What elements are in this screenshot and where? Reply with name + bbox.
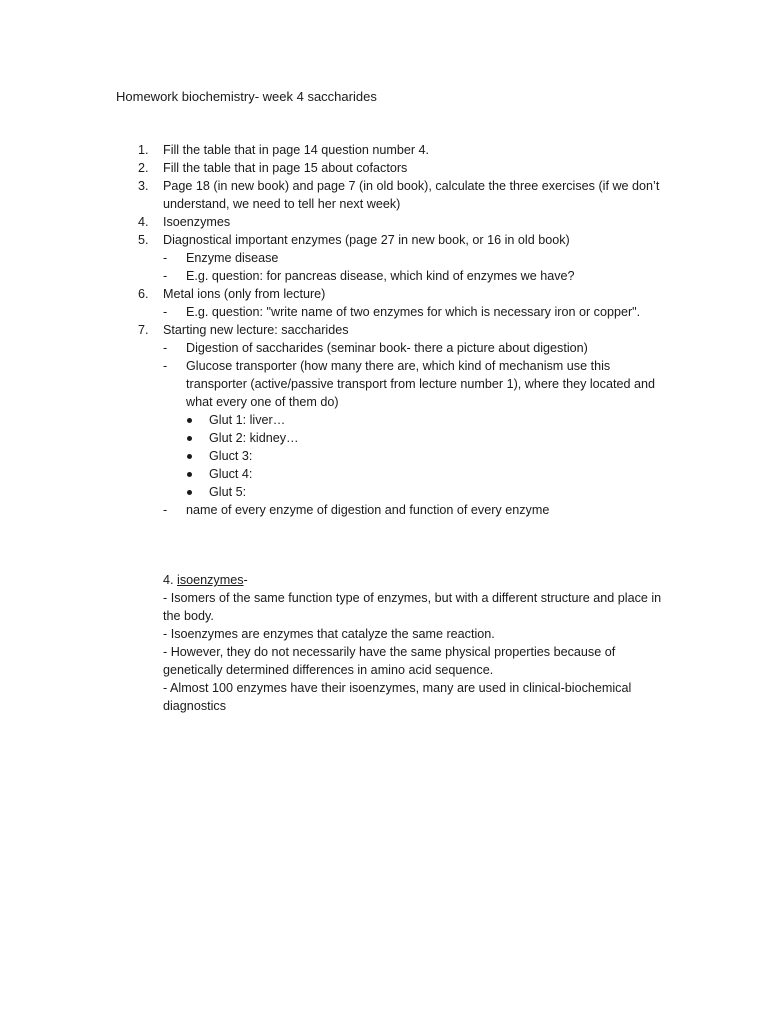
- sub-item-text: E.g. question: "write name of two enzymes for which is necessary iron or copper".: [186, 305, 641, 319]
- bullet-item: [186, 465, 670, 483]
- list-item-1: [130, 141, 670, 159]
- bullet-list: [186, 411, 670, 501]
- section-heading-suffix: -: [243, 573, 248, 587]
- dash-marker: -: [163, 341, 168, 355]
- sub-item-text: Enzyme disease: [186, 251, 279, 265]
- sub-item-text: name of every enzyme of digestion and function of every enzyme: [186, 503, 550, 517]
- sub-item: [163, 249, 670, 267]
- sub-list: [163, 303, 670, 321]
- sub-item-text: Glucose transporter (how many there are, which kind of mechanism use this transporter (active/passive transport from lecture number 1), where they located and what every one of them do): [186, 359, 655, 409]
- sub-item: [163, 303, 670, 321]
- section-line: - Isoenzymes are enzymes that catalyze the same reaction.: [163, 627, 495, 641]
- item-text: Metal ions (only from lecture): [163, 287, 326, 301]
- sub-item: [163, 267, 670, 285]
- bullet-text: Gluct 3:: [209, 449, 253, 463]
- section-line: - Almost 100 enzymes have their isoenzymes, many are used in clinical-biochemical diagnostics: [163, 681, 632, 713]
- sub-list: [163, 249, 670, 285]
- bullet-item: [186, 411, 670, 429]
- bullet-item: [186, 483, 670, 501]
- dash-marker: -: [163, 251, 168, 265]
- item-text: Diagnostical important enzymes (page 27 in new book, or 16 in old book): [163, 233, 570, 247]
- bullet-icon: [187, 454, 192, 459]
- dash-marker: -: [163, 269, 168, 283]
- sub-list: [163, 339, 670, 519]
- item-number: 4.: [138, 215, 149, 229]
- item-number: 7.: [138, 323, 149, 337]
- sub-item-text: Digestion of saccharides (seminar book- there a picture about digestion): [186, 341, 588, 355]
- list-item-6: [130, 285, 670, 321]
- sub-item: [163, 357, 670, 501]
- item-text: Starting new lecture: saccharides: [163, 323, 349, 337]
- dash-marker: -: [163, 503, 168, 517]
- list-item-4: [130, 213, 670, 231]
- bullet-item: [186, 447, 670, 465]
- list-item-7: [130, 321, 670, 519]
- item-number: 2.: [138, 161, 149, 175]
- bullet-icon: [187, 436, 192, 441]
- dash-marker: -: [163, 359, 168, 373]
- section-heading: [163, 571, 663, 589]
- item-number: 1.: [138, 143, 149, 157]
- item-text: Fill the table that in page 15 about cofactors: [163, 161, 408, 175]
- document-title: Homework biochemistry- week 4 saccharides: [116, 89, 377, 104]
- bullet-item: [186, 429, 670, 447]
- isoenzymes-section: [163, 571, 663, 715]
- item-text: Isoenzymes: [163, 215, 231, 229]
- item-text: Fill the table that in page 14 question number 4.: [163, 143, 430, 157]
- homework-list: [130, 141, 670, 519]
- dash-marker: -: [163, 305, 168, 319]
- list-item-2: [130, 159, 670, 177]
- section-line: - However, they do not necessarily have the same physical properties because of genetically determined differences in amino acid sequence.: [163, 645, 616, 677]
- sub-item: [163, 339, 670, 357]
- bullet-icon: [187, 490, 192, 495]
- section-heading-text: isoenzymes: [177, 573, 244, 587]
- bullet-text: Gluct 4:: [209, 467, 253, 481]
- section-number: 4.: [163, 573, 174, 587]
- list-item-5: [130, 231, 670, 285]
- section-line: - Isomers of the same function type of enzymes, but with a different structure and place in the body.: [163, 591, 662, 623]
- item-number: 6.: [138, 287, 149, 301]
- item-number: 5.: [138, 233, 149, 247]
- item-text: Page 18 (in new book) and page 7 (in old book), calculate the three exercises (if we don’t understand, we need to tell her next week): [163, 179, 660, 211]
- bullet-icon: [187, 418, 192, 423]
- sub-item-text: E.g. question: for pancreas disease, which kind of enzymes we have?: [186, 269, 575, 283]
- bullet-icon: [187, 472, 192, 477]
- bullet-text: Glut 1: liver…: [209, 413, 286, 427]
- item-number: 3.: [138, 179, 149, 193]
- sub-item: [163, 501, 670, 519]
- list-item-3: [130, 177, 670, 213]
- bullet-text: Glut 2: kidney…: [209, 431, 299, 445]
- bullet-text: Glut 5:: [209, 485, 247, 499]
